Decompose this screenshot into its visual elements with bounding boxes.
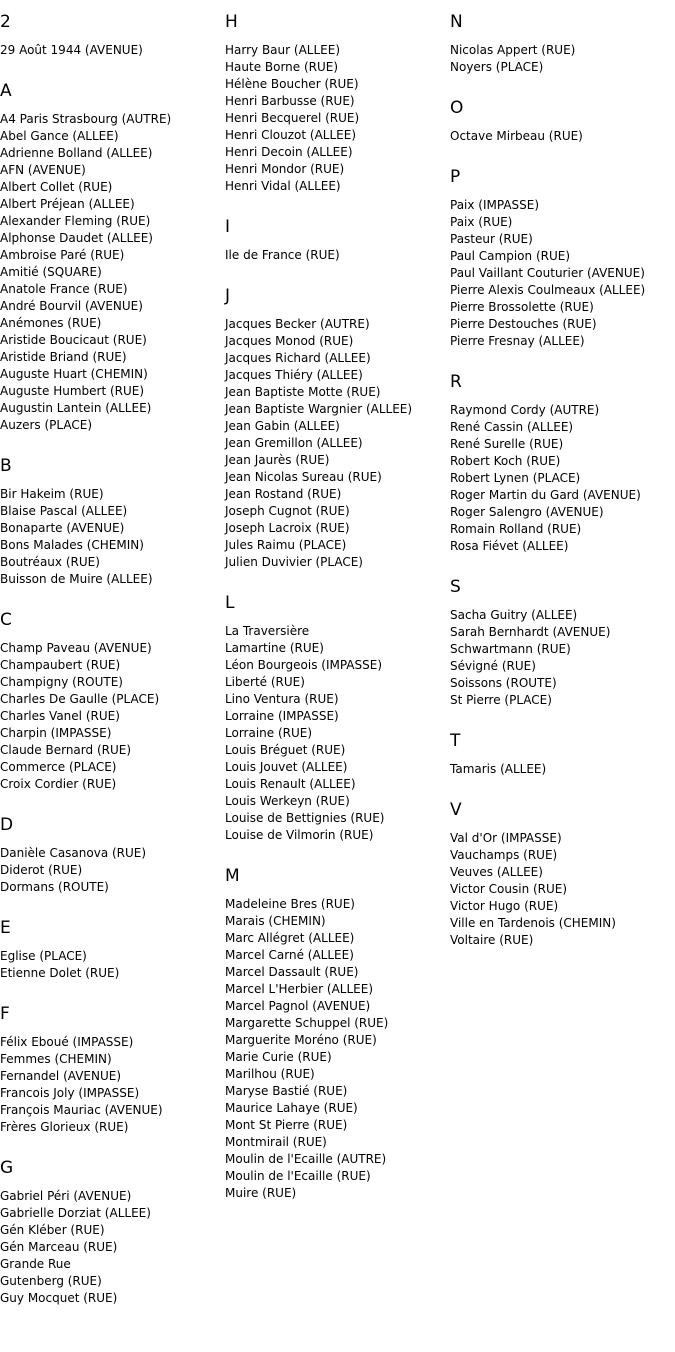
street-link[interactable]: Montmirail (RUE) [225,1135,327,1149]
column-3 [450,0,675,949]
street-group [450,778,675,949]
street-link[interactable]: Fernandel (AVENUE) [0,1069,122,1083]
street-link[interactable]: Mont St Pierre (RUE) [225,1118,348,1132]
street-list [450,761,675,778]
street-link[interactable]: Moulin de l'Ecaille (AUTRE) [225,1152,387,1166]
street-link[interactable]: Joseph Lacroix (RUE) [225,521,350,535]
street-list [225,623,445,844]
street-link[interactable]: Victor Hugo (RUE) [450,899,559,913]
street-link[interactable]: Louise de Vilmorin (RUE) [225,828,374,842]
street-list [225,42,445,195]
group-letter-heading: N [450,12,463,32]
street-link[interactable]: Frères Glorieux (RUE) [0,1120,129,1134]
street-link[interactable]: Bir Hakeim (RUE) [0,487,104,501]
street-link[interactable]: Ville en Tardenois (CHEMIN) [450,916,616,930]
street-link[interactable]: Sévigné (RUE) [450,659,536,673]
street-link[interactable]: Etienne Dolet (RUE) [0,966,120,980]
street-list [0,111,220,434]
street-link[interactable]: Nicolas Appert (RUE) [450,43,576,57]
street-list [0,1034,220,1136]
street-link[interactable]: AFN (AVENUE) [0,163,86,177]
street-group [0,59,220,434]
street-link[interactable]: Champ Paveau (AVENUE) [0,641,152,655]
street-link[interactable]: Roger Salengro (AVENUE) [450,505,604,519]
street-link[interactable]: Jean Rostand (RUE) [225,487,342,501]
group-letter-heading: B [0,456,12,476]
group-letter-heading: O [450,98,464,118]
street-link[interactable]: Henri Clouzot (ALLEE) [225,128,357,142]
street-link[interactable]: Harry Baur (ALLEE) [225,43,340,57]
street-group [450,0,675,76]
street-list [0,640,220,793]
street-group [450,555,675,709]
street-link[interactable]: Amitié (SQUARE) [0,265,102,279]
street-link[interactable]: Bonaparte (AVENUE) [0,521,125,535]
group-letter-heading: R [450,372,462,392]
street-link[interactable]: Anatole France (RUE) [0,282,128,296]
street-link[interactable]: Marilhou (RUE) [225,1067,315,1081]
street-group [0,0,220,59]
street-link[interactable]: Commerce (PLACE) [0,760,117,774]
street-group [450,145,675,350]
street-link[interactable]: Schwartmann (RUE) [450,642,571,656]
street-link[interactable]: Roger Martin du Gard (AVENUE) [450,488,641,502]
street-link[interactable]: Femmes (CHEMIN) [0,1052,112,1066]
street-link[interactable]: Louis Bréguet (RUE) [225,743,346,757]
street-link[interactable]: Louis Werkeyn (RUE) [225,794,350,808]
street-list [225,316,445,571]
street-link[interactable]: Robert Lynen (PLACE) [450,471,581,485]
street-link[interactable]: Moulin de l'Ecaille (RUE) [225,1169,371,1183]
street-link[interactable]: Henri Vidal (ALLEE) [225,179,341,193]
street-link[interactable]: Madeleine Bres (RUE) [225,897,355,911]
street-link[interactable]: Augustin Lantein (ALLEE) [0,401,152,415]
street-link[interactable]: Marcel Carné (ALLEE) [225,948,354,962]
group-letter-heading: 2 [0,12,11,32]
street-link[interactable]: Octave Mirbeau (RUE) [450,129,583,143]
street-link[interactable]: Pierre Destouches (RUE) [450,317,597,331]
street-link[interactable]: Buisson de Muire (ALLEE) [0,572,153,586]
street-list [450,402,675,555]
street-group [225,195,445,264]
group-letter-heading: G [0,1158,14,1178]
column-1 [0,0,220,1307]
street-list [0,845,220,896]
street-group [450,350,675,555]
group-letter-heading: F [0,1004,10,1024]
street-link[interactable]: Margarette Schuppel (RUE) [225,1016,389,1030]
street-link[interactable]: Paul Vaillant Couturier (AVENUE) [450,266,645,280]
street-link[interactable]: Abel Gance (ALLEE) [0,129,119,143]
street-link[interactable]: Henri Mondor (RUE) [225,162,345,176]
group-letter-heading: I [225,217,231,237]
street-group [225,844,445,1202]
street-link[interactable]: Jean Gabin (ALLEE) [225,419,340,433]
street-link[interactable]: Jacques Becker (AUTRE) [225,317,370,331]
group-letter-heading: L [225,593,235,613]
street-link[interactable]: Maurice Lahaye (RUE) [225,1101,358,1115]
street-link[interactable]: Gutenberg (RUE) [0,1274,102,1288]
street-link[interactable]: Marcel L'Herbier (ALLEE) [225,982,374,996]
street-link[interactable]: Raymond Cordy (AUTRE) [450,403,600,417]
street-link[interactable]: Auzers (PLACE) [0,418,93,432]
street-link[interactable]: Ambroise Paré (RUE) [0,248,125,262]
street-link[interactable]: Marie Curie (RUE) [225,1050,332,1064]
street-link[interactable]: Pierre Brossolette (RUE) [450,300,594,314]
street-link[interactable]: René Surelle (RUE) [450,437,564,451]
street-link[interactable]: Danièle Casanova (RUE) [0,846,147,860]
street-link[interactable]: Léon Bourgeois (IMPASSE) [225,658,383,672]
street-link[interactable]: Alexander Fleming (RUE) [0,214,151,228]
street-link[interactable]: Gabrielle Dorziat (ALLEE) [0,1206,151,1220]
street-link[interactable]: Gén Kléber (RUE) [0,1223,105,1237]
group-letter-heading: M [225,866,240,886]
group-letter-heading: P [450,167,461,187]
street-link[interactable]: Maryse Bastié (RUE) [225,1084,348,1098]
group-letter-heading: C [0,610,12,630]
street-link[interactable]: Eglise (PLACE) [0,949,87,963]
group-letter-heading: S [450,577,461,597]
street-group [450,76,675,145]
group-letter-heading: T [450,731,461,751]
street-link[interactable]: 29 Août 1944 (AVENUE) [0,43,143,57]
street-link[interactable]: Aristide Boucicaut (RUE) [0,333,147,347]
street-link[interactable]: Noyers (PLACE) [450,60,544,74]
street-link[interactable]: Marc Allégret (ALLEE) [225,931,355,945]
street-link[interactable]: Lorraine (IMPASSE) [225,709,339,723]
street-link[interactable]: Croix Cordier (RUE) [0,777,117,791]
street-link[interactable]: Val d'Or (IMPASSE) [450,831,562,845]
street-link[interactable]: Gén Marceau (RUE) [0,1240,118,1254]
street-list [0,486,220,588]
street-link[interactable]: Adrienne Bolland (ALLEE) [0,146,153,160]
street-link[interactable]: Vauchamps (RUE) [450,848,558,862]
street-link[interactable]: André Bourvil (AVENUE) [0,299,143,313]
street-link[interactable]: Pierre Alexis Coulmeaux (ALLEE) [450,283,646,297]
street-link[interactable]: Sacha Guitry (ALLEE) [450,608,578,622]
street-link[interactable]: Romain Rolland (RUE) [450,522,582,536]
street-link[interactable]: Lino Ventura (RUE) [225,692,339,706]
street-link[interactable]: Champaubert (RUE) [0,658,121,672]
street-link[interactable]: Louis Renault (ALLEE) [225,777,356,791]
street-link[interactable]: Grande Rue [0,1257,71,1271]
street-link[interactable]: Pasteur (RUE) [450,232,533,246]
street-list [225,247,445,264]
street-link[interactable]: Jules Raimu (PLACE) [225,538,347,552]
street-link[interactable]: Marcel Dassault (RUE) [225,965,359,979]
street-link[interactable]: Victor Cousin (RUE) [450,882,568,896]
street-link[interactable]: Jean Baptiste Wargnier (ALLEE) [225,402,413,416]
street-link[interactable]: Auguste Huart (CHEMIN) [0,367,148,381]
street-link[interactable]: Charles Vanel (RUE) [0,709,120,723]
street-list [0,948,220,982]
street-link[interactable]: Veuves (ALLEE) [450,865,543,879]
street-link[interactable]: Joseph Cugnot (RUE) [225,504,350,518]
street-link[interactable]: Guy Mocquet (RUE) [0,1291,118,1305]
street-link[interactable]: Albert Préjean (ALLEE) [0,197,135,211]
group-letter-heading: V [450,800,462,820]
street-link[interactable]: Rosa Fiévet (ALLEE) [450,539,569,553]
group-letter-heading: D [0,815,14,835]
street-link[interactable]: Ile de France (RUE) [225,248,340,262]
street-link[interactable]: Jean Baptiste Motte (RUE) [225,385,381,399]
street-link[interactable]: Boutréaux (RUE) [0,555,100,569]
street-group [225,571,445,844]
street-link[interactable]: Hélène Boucher (RUE) [225,77,359,91]
street-link[interactable]: Liberté (RUE) [225,675,305,689]
street-link[interactable]: Jacques Monod (RUE) [225,334,354,348]
street-link[interactable]: Claude Bernard (RUE) [0,743,132,757]
street-link[interactable]: Auguste Humbert (RUE) [0,384,145,398]
column-2 [225,0,445,1202]
street-list [225,896,445,1202]
street-link[interactable]: Paul Campion (RUE) [450,249,571,263]
street-link[interactable]: Charles De Gaulle (PLACE) [0,692,160,706]
street-link[interactable]: Gabriel Péri (AVENUE) [0,1189,132,1203]
street-link[interactable]: Soissons (ROUTE) [450,676,557,690]
street-link[interactable]: Anémones (RUE) [0,316,102,330]
street-link[interactable]: Henri Barbusse (RUE) [225,94,355,108]
street-link[interactable]: Voltaire (RUE) [450,933,534,947]
street-link[interactable]: Jacques Thiéry (ALLEE) [225,368,363,382]
street-link[interactable]: Louise de Bettignies (RUE) [225,811,385,825]
street-group [0,896,220,982]
street-link[interactable]: Bons Malades (CHEMIN) [0,538,144,552]
street-group [0,793,220,896]
street-link[interactable]: François Mauriac (AVENUE) [0,1103,163,1117]
street-link[interactable]: La Traversière [225,624,310,638]
street-link[interactable]: Marais (CHEMIN) [225,914,326,928]
street-link[interactable]: Marguerite Moréno (RUE) [225,1033,377,1047]
street-group [225,0,445,195]
street-group [225,264,445,571]
street-link[interactable]: Aristide Briand (RUE) [0,350,127,364]
street-link[interactable]: Charpin (IMPASSE) [0,726,112,740]
street-link[interactable]: René Cassin (ALLEE) [450,420,574,434]
street-link[interactable]: Henri Decoin (ALLEE) [225,145,353,159]
street-list [450,197,675,350]
street-link[interactable]: Champigny (ROUTE) [0,675,123,689]
street-link[interactable]: Paix (IMPASSE) [450,198,540,212]
street-link[interactable]: Julien Duvivier (PLACE) [225,555,363,569]
group-letter-heading: H [225,12,238,32]
street-group [450,709,675,778]
street-list [450,607,675,709]
street-link[interactable]: St Pierre (PLACE) [450,693,552,707]
street-link[interactable]: Francois Joly (IMPASSE) [0,1086,140,1100]
street-list [0,42,220,59]
street-link[interactable]: Paix (RUE) [450,215,513,229]
street-list [0,1188,220,1307]
street-link[interactable]: Tamaris (ALLEE) [450,762,547,776]
street-link[interactable]: Henri Becquerel (RUE) [225,111,360,125]
street-link[interactable]: Alphonse Daudet (ALLEE) [0,231,153,245]
street-group [0,588,220,793]
street-list [450,42,675,76]
street-link[interactable]: Albert Collet (RUE) [0,180,113,194]
street-group [0,982,220,1136]
street-list [450,128,675,145]
group-letter-heading: E [0,918,11,938]
group-letter-heading: A [0,81,12,101]
street-link[interactable]: Félix Eboué (IMPASSE) [0,1035,134,1049]
street-link[interactable]: Sarah Bernhardt (AVENUE) [450,625,611,639]
street-link[interactable]: Lorraine (RUE) [225,726,313,740]
street-link[interactable]: Lamartine (RUE) [225,641,324,655]
group-letter-heading: J [225,286,231,306]
street-link[interactable]: Jacques Richard (ALLEE) [225,351,371,365]
street-link[interactable]: A4 Paris Strasbourg (AUTRE) [0,112,172,126]
street-link[interactable]: Louis Jouvet (ALLEE) [225,760,348,774]
street-link[interactable]: Jean Gremillon (ALLEE) [225,436,363,450]
street-link[interactable]: Jean Nicolas Sureau (RUE) [225,470,382,484]
street-list [450,830,675,949]
street-link[interactable]: Diderot (RUE) [0,863,83,877]
street-link[interactable]: Haute Borne (RUE) [225,60,339,74]
street-link[interactable]: Dormans (ROUTE) [0,880,109,894]
street-group [0,434,220,588]
street-group [0,1136,220,1307]
street-link[interactable]: Muire (RUE) [225,1186,297,1200]
street-link[interactable]: Blaise Pascal (ALLEE) [0,504,128,518]
street-link[interactable]: Robert Koch (RUE) [450,454,561,468]
street-link[interactable]: Marcel Pagnol (AVENUE) [225,999,371,1013]
street-link[interactable]: Pierre Fresnay (ALLEE) [450,334,585,348]
street-link[interactable]: Jean Jaurès (RUE) [225,453,330,467]
